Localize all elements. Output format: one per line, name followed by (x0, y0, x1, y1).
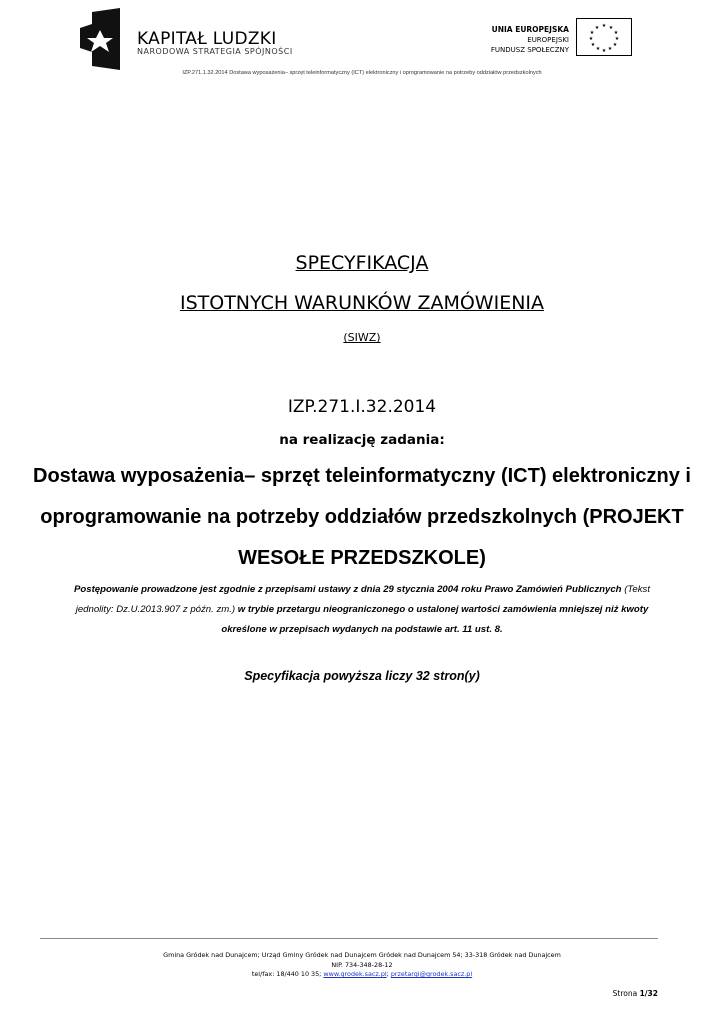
svg-text:★: ★ (607, 46, 613, 52)
footer (0, 951, 724, 980)
svg-text:★: ★ (589, 30, 595, 36)
svg-text:★: ★ (594, 25, 600, 31)
task-intro: na realizację zadania: (279, 432, 445, 448)
logo-title: KAPITAŁ LUDZKI (137, 29, 277, 49)
reference-number: IZP.271.I.32.2014 (287, 397, 437, 417)
svg-text:★: ★ (608, 25, 614, 31)
svg-text:★: ★ (614, 36, 620, 42)
svg-text:★: ★ (590, 42, 596, 48)
legal-part-2: (Tekst jednolity: Dz.U.2013.907 z późn. zm.) (75, 584, 650, 615)
svg-text:★: ★ (613, 30, 619, 36)
eu-line-2: EUROPEJSKI (527, 36, 569, 44)
svg-text:★: ★ (601, 48, 607, 54)
footer-separator: ; (386, 970, 391, 978)
logo-subtitle: NARODOWA STRATEGIA SPÓJNOŚCI (137, 47, 293, 56)
svg-text:★: ★ (595, 46, 601, 52)
pages-note: Specyfikacja powyższa liczy 32 stron(y) (244, 669, 480, 683)
title-line-2: ISTOTNYCH WARUNKÓW ZAMÓWIENIA (179, 292, 545, 314)
header-reference: IZP.271.1.32.2014 Dostawa wyposażenia– sprzęt teleinformatyczny (ICT) elektroniczny i oprogramowanie na potrzeby oddziałów przedszkolnych (182, 70, 542, 76)
eu-label (491, 25, 569, 55)
task-title (0, 456, 724, 579)
task-title-text: Dostawa wyposażenia– sprzęt teleinformatyczny (ICT) elektroniczny i oprogramowanie na potrzeby oddziałów przedszkolnych (PROJEKT WESOŁE PRZEDSZKOLE) (33, 465, 691, 569)
legal-basis (70, 580, 654, 640)
page-value: 1/32 (639, 989, 658, 998)
title-abbreviation: (SIWZ) (343, 331, 381, 344)
kapital-ludzki-logo (80, 8, 122, 70)
footer-address: Gmina Gródek nad Dunajcem; Urząd Gminy Gródek nad Dunajcem Gródek nad Dunajcem 54; 33-318 Gródek nad Dunajcem (163, 951, 561, 959)
page-number (613, 989, 658, 998)
eu-line-1: UNIA EUROPEJSKA (491, 25, 569, 34)
website-link[interactable]: www.grodek.sacz.pl (323, 970, 387, 978)
legal-part-1: Postępowanie prowadzone jest zgodnie z przepisami ustawy z dnia 29 stycznia 2004 roku Prawo Zamówień Publicznych (74, 584, 622, 595)
legal-part-3: w trybie przetargu nieograniczonego o ustalonej wartości zamówienia mniejszej niż kwoty określone w przepisach wydanych na podstawie art. 11 ust. 8. (221, 604, 649, 635)
svg-text:★: ★ (601, 23, 607, 29)
eu-line-3: FUNDUSZ SPOŁECZNY (490, 46, 569, 54)
svg-text:★: ★ (612, 42, 618, 48)
page-label: Strona (612, 989, 640, 998)
title-line-1: SPECYFIKACJA (295, 252, 429, 274)
footer-phone: tel/fax: 18/440 10 35; (251, 970, 324, 978)
email-link[interactable]: przetargi@grodek.sacz.pl (390, 970, 473, 978)
svg-text:★: ★ (588, 36, 594, 42)
footer-divider (40, 938, 658, 939)
footer-contact (0, 970, 724, 980)
footer-nip: NIP. 734-348-28-12 (331, 960, 393, 969)
eu-flag-icon (576, 18, 632, 56)
